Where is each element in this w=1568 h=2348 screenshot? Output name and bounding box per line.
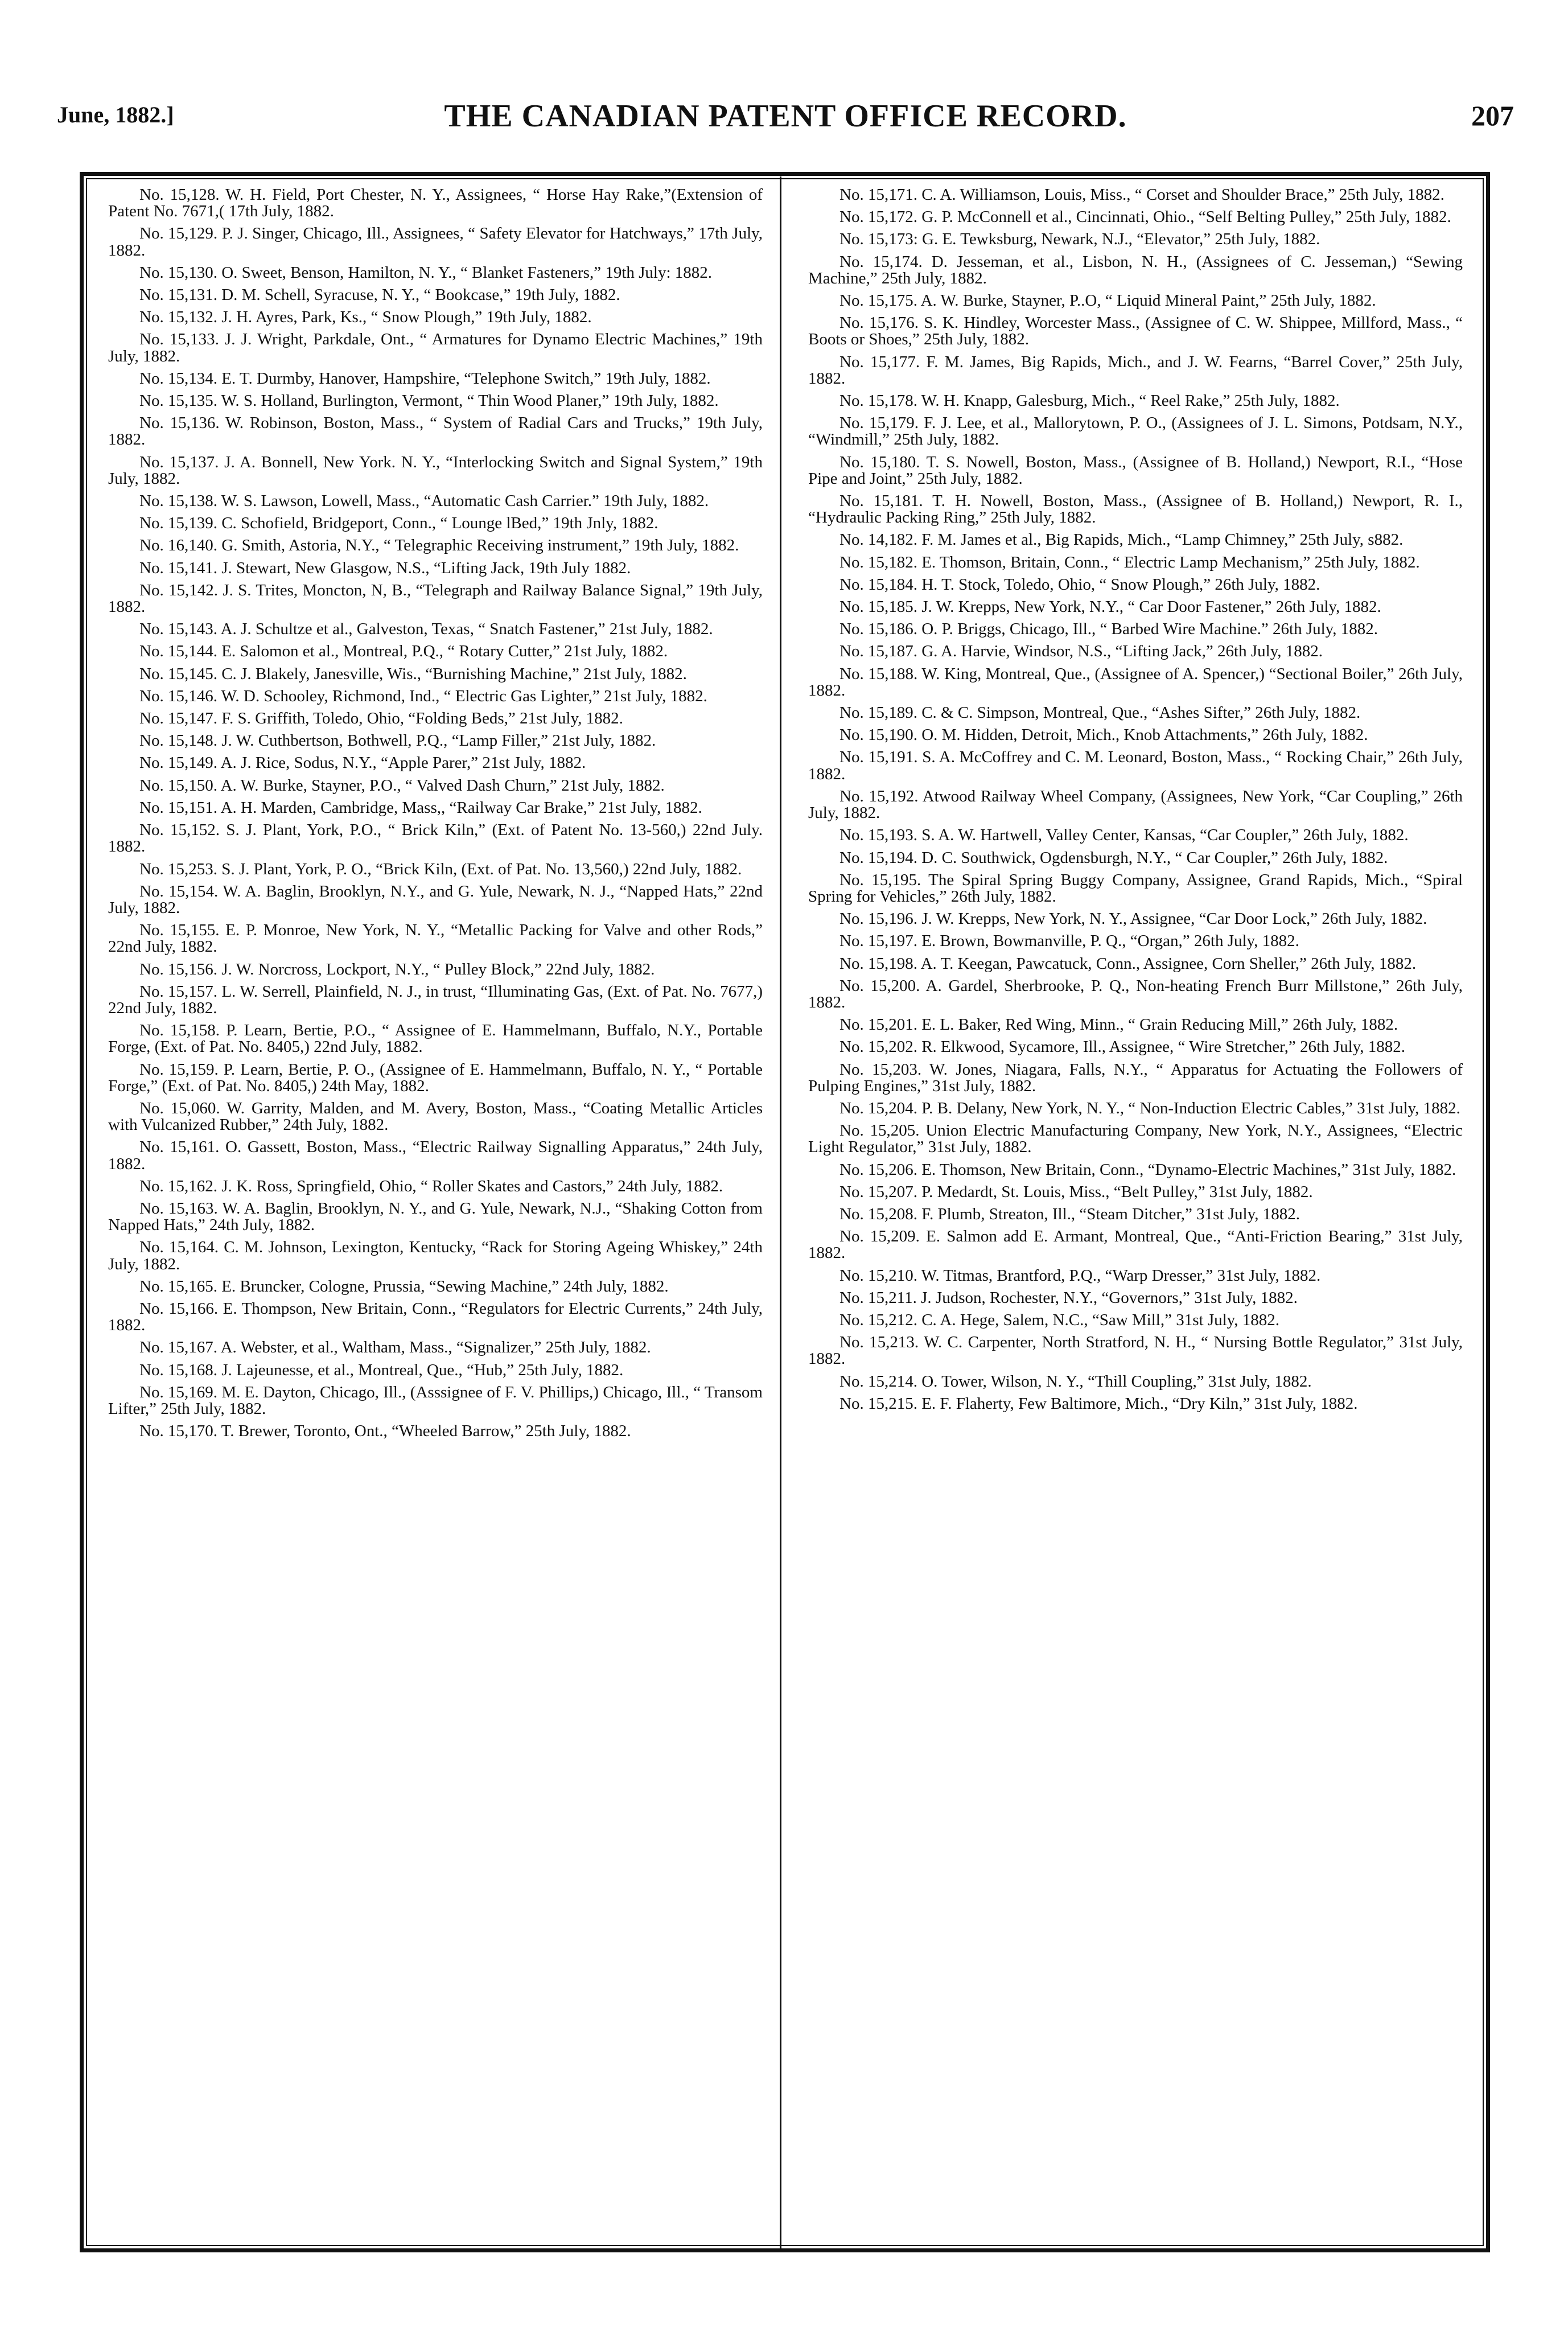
patent-entry: No. 15,188. W. King, Montreal, Que., (Assignee of A. Spencer,) “Sectional Boiler,” 26th July, 1882. <box>808 664 1463 700</box>
patent-entry: No. 15,211. J. Judson, Rochester, N.Y., “Governors,” 31st July, 1882. <box>839 1288 1298 1307</box>
patent-entry: No. 15,189. C. & C. Simpson, Montreal, Que., “Ashes Sifter,” 26th July, 1882. <box>839 704 1361 722</box>
patent-entry: No. 15,198. A. T. Keegan, Pawcatuck, Conn., Assignee, Corn Sheller,” 26th July, 1882. <box>839 954 1417 973</box>
page-number: 207 <box>1471 100 1514 131</box>
patent-entry: No. 15,179. F. J. Lee, et al., Mallorytown, P. O., (Assignees of J. L. Simons, Potdsam, N.Y., “Windmill,” 25th July, 1882. <box>808 414 1463 449</box>
patent-entry: No. 15,209. E. Salmon add E. Armant, Montreal, Que., “Anti-Friction Bearing,” 31st July, 1882. <box>808 1227 1463 1263</box>
patent-entry: No. 15,149. A. J. Rice, Sodus, N.Y., “Apple Parer,” 21st July, 1882. <box>139 754 586 772</box>
patent-entry: No. 15,060. W. Garrity, Malden, and M. Avery, Boston, Mass., “Coating Metallic Articles with Vulcanized Rubber,” 24th July, 1882. <box>108 1099 763 1134</box>
patent-entry: No. 15,178. W. H. Knapp, Galesburg, Mich., “ Reel Rake,” 25th July, 1882. <box>839 392 1340 410</box>
patent-entry: No. 15,190. O. M. Hidden, Detroit, Mich., Knob Attachments,” 26th July, 1882. <box>839 726 1368 745</box>
patent-entry: No. 15,157. L. W. Serrell, Plainfield, N. J., in trust, “Illuminating Gas, (Ext. of Pat. No. 7677,) 22nd July, 1882. <box>108 982 763 1017</box>
patent-entry: No. 15,135. W. S. Holland, Burlington, Vermont, “ Thin Wood Planer,” 19th July, 1882. <box>139 392 719 410</box>
patent-entry: No. 15,147. F. S. Griffith, Toledo, Ohio, “Folding Beds,” 21st July, 1882. <box>139 709 623 728</box>
patent-entry: No. 15,193. S. A. W. Hartwell, Valley Center, Kansas, “Car Coupler,” 26th July, 1882. <box>839 826 1409 845</box>
patent-entry: No. 15,187. G. A. Harvie, Windsor, N.S., “Lifting Jack,” 26th July, 1882. <box>839 642 1323 661</box>
patent-entry: No. 14,182. F. M. James et al., Big Rapids, Mich., “Lamp Chimney,” 25th July, s882. <box>839 531 1404 549</box>
patent-entry: No. 15,142. J. S. Trites, Moncton, N, B., “Telegraph and Railway Balance Signal,” 19th July, 1882. <box>108 581 763 616</box>
patent-entry: No. 15,200. A. Gardel, Sherbrooke, P. Q., Non-heating French Burr Millstone,” 26th July, 1882. <box>808 976 1463 1011</box>
issue-date: June, 1882.] <box>57 102 174 128</box>
patent-entry: No. 15,155. E. P. Monroe, New York, N. Y., “Metallic Packing for Valve and other Rods,” 22nd July, 1882. <box>108 921 763 956</box>
patent-entry: No. 15,144. E. Salomon et al., Montreal, P.Q., “ Rotary Cutter,” 21st July, 1882. <box>139 642 668 661</box>
column-divider <box>780 176 781 2248</box>
patent-entry: No. 15,192. Atwood Railway Wheel Company, (Assignees, New York, “Car Coupling,” 26th July, 1882. <box>808 787 1463 823</box>
patent-entry: No. 15,165. E. Bruncker, Cologne, Prussia, “Sewing Machine,” 24th July, 1882. <box>139 1277 669 1296</box>
patent-entry: No. 15,196. J. W. Krepps, New York, N. Y., Assignee, “Car Door Lock,” 26th July, 1882. <box>839 910 1427 928</box>
patent-entry: No. 15,186. O. P. Briggs, Chicago, Ill., “ Barbed Wire Machine.” 26th July, 1882. <box>839 620 1378 639</box>
patent-entry: No. 15,130. O. Sweet, Benson, Hamilton, N. Y., “ Blanket Fasteners,” 19th July: 1882. <box>139 263 713 282</box>
patent-entry: No. 15,137. J. A. Bonnell, New York. N. Y., “Interlocking Switch and Signal System,” 19th July, 1882. <box>108 453 763 488</box>
patent-entry: No. 15,154. W. A. Baglin, Brooklyn, N.Y., and G. Yule, Newark, N. J., “Napped Hats,” 22nd July, 1882. <box>108 882 763 917</box>
patent-entry: No. 15,172. G. P. McConnell et al., Cincinnati, Ohio., “Self Belting Pulley,” 25th July, 1882. <box>839 208 1451 227</box>
patent-entry: No. 15,162. J. K. Ross, Springfield, Ohio, “ Roller Skates and Castors,” 24th July, 1882. <box>139 1177 723 1195</box>
patent-entry: No. 15,159. P. Learn, Bertie, P. O., (Assignee of E. Hammelmann, Buffalo, N. Y., “ Portable Forge,” (Ext. of Pat. No. 8405,) 24th May, 1882. <box>108 1060 763 1095</box>
publication-title: THE CANADIAN PATENT OFFICE RECORD. <box>444 98 1127 134</box>
patent-entry: No. 16,140. G. Smith, Astoria, N.Y., “ Telegraphic Receiving instrument,” 19th July, 1882. <box>139 536 739 555</box>
patent-entry: No. 15,203. W. Jones, Niagara, Falls, N.Y., “ Apparatus for Actuating the Followers of Pulping Engines,” 31st July, 1882. <box>808 1060 1463 1095</box>
patent-entry: No. 15,208. F. Plumb, Streaton, Ill., “Steam Ditcher,” 31st July, 1882. <box>839 1204 1300 1223</box>
patent-entry: No. 15,148. J. W. Cuthbertson, Bothwell, P.Q., “Lamp Filler,” 21st July, 1882. <box>139 731 656 750</box>
patent-entry: No. 15,141. J. Stewart, New Glasgow, N.S., “Lifting Jack, 19th July 1882. <box>139 558 631 577</box>
patent-entry: No. 15,253. S. J. Plant, York, P. O., “Brick Kiln, (Ext. of Pat. No. 13,560,) 22nd July, 1882. <box>139 860 742 878</box>
patent-entry: No. 15,129. P. J. Singer, Chicago, Ill., Assignees, “ Safety Elevator for Hatchways,” 17th July, 1882. <box>108 224 763 260</box>
patent-entry: No. 15,205. Union Electric Manufacturing Company, New York, N.Y., Assignees, “Electric Light Regulator,” 31st July, 1882. <box>808 1121 1463 1157</box>
patent-entry: No. 15,191. S. A. McCoffrey and C. M. Leonard, Boston, Mass., “ Rocking Chair,” 26th July, 1882. <box>808 748 1463 783</box>
patent-entry: No. 15,202. R. Elkwood, Sycamore, Ill., Assignee, “ Wire Stretcher,” 26th July, 1882. <box>839 1038 1405 1056</box>
patent-entry: No. 15,168. J. Lajeunesse, et al., Montreal, Que., “Hub,” 25th July, 1882. <box>139 1360 624 1379</box>
patent-entry: No. 15,175. A. W. Burke, Stayner, P..O, “ Liquid Mineral Paint,” 25th July, 1882. <box>839 291 1376 310</box>
patent-entry: No. 15,170. T. Brewer, Toronto, Ont., “Wheeled Barrow,” 25th July, 1882. <box>139 1422 631 1441</box>
left-column <box>108 187 763 1445</box>
patent-entry: No. 15,143. A. J. Schultze et al., Galveston, Texas, “ Snatch Fastener,” 21st July, 1882. <box>139 620 713 639</box>
patent-entry: No. 15,156. J. W. Norcross, Lockport, N.Y., “ Pulley Block,” 22nd July, 1882. <box>139 960 655 978</box>
patent-entry: No. 15,207. P. Medardt, St. Louis, Miss., “Belt Pulley,” 31st July, 1882. <box>839 1182 1313 1201</box>
patent-entry: No. 15,215. E. F. Flaherty, Few Baltimore, Mich., “Dry Kiln,” 31st July, 1882. <box>839 1394 1358 1413</box>
patent-entry: No. 15,161. O. Gassett, Boston, Mass., “Electric Railway Signalling Apparatus,” 24th July, 1882. <box>108 1138 763 1173</box>
patent-entry: No. 15,171. C. A. Williamson, Louis, Miss., “ Corset and Shoulder Brace,” 25th July, 1882. <box>839 186 1444 204</box>
patent-entry: No. 15,176. S. K. Hindley, Worcester Mass., (Assignee of C. W. Shippee, Millford, Mass., “ Boots or Shoes,” 25th July, 1882. <box>808 314 1463 349</box>
patent-entry: No. 15,169. M. E. Dayton, Chicago, Ill., (Asssignee of F. V. Phillips,) Chicago, Ill., “ Transom Lifter,” 25th July, 1882. <box>108 1383 763 1418</box>
patent-entry: No. 15,128. W. H. Field, Port Chester, N. Y., Assignees, “ Horse Hay Rake,”(Extension of Patent No. 7671,( 17th July, 1882. <box>108 186 763 221</box>
patent-entry: No. 15,133. J. J. Wright, Parkdale, Ont., “ Armatures for Dynamo Electric Machines,” 19th July, 1882. <box>108 330 763 365</box>
patent-entry: No. 15,139. C. Schofield, Bridgeport, Conn., “ Lounge lBed,” 19th Jnly, 1882. <box>139 514 659 533</box>
patent-entry: No. 15,212. C. A. Hege, Salem, N.C., “Saw Mill,” 31st July, 1882. <box>839 1310 1280 1329</box>
patent-entry: No. 15,158. P. Learn, Bertie, P.O., “ Assignee of E. Hammelmann, Buffalo, N.Y., Portable Forge, (Ext. of Pat. No. 8405,) 22nd July, 1882. <box>108 1021 763 1056</box>
patent-entry: No. 15,150. A. W. Burke, Stayner, P.O., “ Valved Dash Churn,” 21st July, 1882. <box>139 776 665 795</box>
right-column <box>808 187 1463 1418</box>
patent-entry: No. 15,204. P. B. Delany, New York, N. Y., “ Non-Induction Electric Cables,” 31st July, 1882. <box>839 1099 1460 1117</box>
patent-entry: No. 15,163. W. A. Baglin, Brooklyn, N. Y., and G. Yule, Newark, N.J., “Shaking Cotton from Napped Hats,” 24th July, 1882. <box>108 1199 763 1235</box>
patent-entry: No. 15,194. D. C. Southwick, Ogdensburgh, N.Y., “ Car Coupler,” 26th July, 1882. <box>839 848 1388 867</box>
patent-entry: No. 15,146. W. D. Schooley, Richmond, Ind., “ Electric Gas Lighter,” 21st July, 1882. <box>139 686 707 705</box>
patent-entry: No. 15,184. H. T. Stock, Toledo, Ohio, “ Snow Plough,” 26th July, 1882. <box>839 575 1320 594</box>
patent-entry: No. 15,180. T. S. Nowell, Boston, Mass., (Assignee of B. Holland,) Newport, R.I., “Hose Pipe and Joint,” 25th July, 1882. <box>808 453 1463 488</box>
patent-entry: No. 15,152. S. J. Plant, York, P.O., “ Brick Kiln,” (Ext. of Patent No. 13-560,) 22nd July. 1882. <box>108 821 763 856</box>
patent-entry: No. 15,138. W. S. Lawson, Lowell, Mass., “Automatic Cash Carrier.” 19th July, 1882. <box>139 492 709 511</box>
patent-entry: No. 15,166. E. Thompson, New Britain, Conn., “Regulators for Electric Currents,” 24th July, 1882. <box>108 1299 763 1335</box>
patent-entry: No. 15,206. E. Thomson, New Britain, Conn., “Dynamo-Electric Machines,” 31st July, 1882. <box>839 1160 1456 1179</box>
patent-entry: No. 15,151. A. H. Marden, Cambridge, Mass,, “Railway Car Brake,” 21st July, 1882. <box>139 798 702 817</box>
patent-entry: No. 15,213. W. C. Carpenter, North Stratford, N. H., “ Nursing Bottle Regulator,” 31st July, 1882. <box>808 1333 1463 1368</box>
patent-entry: No. 15,195. The Spiral Spring Buggy Company, Assignee, Grand Rapids, Mich., “Spiral Spring for Vehicles,” 26th July, 1882. <box>808 870 1463 906</box>
patent-entry: No. 15,164. C. M. Johnson, Lexington, Kentucky, “Rack for Storing Ageing Whiskey,” 24th July, 1882. <box>108 1238 763 1273</box>
patent-entry: No. 15,136. W. Robinson, Boston, Mass., “ System of Radial Cars and Trucks,” 19th July, 1882. <box>108 414 763 449</box>
patent-entry: No. 15,134. E. T. Durmby, Hanover, Hampshire, “Telephone Switch,” 19th July, 1882. <box>139 369 711 388</box>
patent-entry: No. 15,181. T. H. Nowell, Boston, Mass., (Assignee of B. Holland,) Newport, R. I., “Hydraulic Packing Ring,” 25th July, 1882. <box>808 492 1463 527</box>
patent-entry: No. 15,182. E. Thomson, Britain, Conn., “ Electric Lamp Mechanism,” 25th July, 1882. <box>839 553 1420 571</box>
patent-entry: No. 15,131. D. M. Schell, Syracuse, N. Y., “ Bookcase,” 19th July, 1882. <box>139 286 620 305</box>
patent-entry: No. 15,145. C. J. Blakely, Janesville, Wis., “Burnishing Machine,” 21st July, 1882. <box>139 664 687 683</box>
patent-entry: No. 15,132. J. H. Ayres, Park, Ks., “ Snow Plough,” 19th July, 1882. <box>139 308 592 327</box>
patent-entry: No. 15,201. E. L. Baker, Red Wing, Minn., “ Grain Reducing Mill,” 26th July, 1882. <box>839 1015 1398 1034</box>
patent-entry: No. 15,167. A. Webster, et al., Waltham, Mass., “Signalizer,” 25th July, 1882. <box>139 1338 651 1357</box>
patent-entry: No. 15,214. O. Tower, Wilson, N. Y., “Thill Coupling,” 31st July, 1882. <box>839 1372 1312 1391</box>
running-head <box>57 98 1514 147</box>
patent-entry: No. 15,177. F. M. James, Big Rapids, Mich., and J. W. Fearns, “Barrel Cover,” 25th July, 1882. <box>808 352 1463 388</box>
patent-entry: No. 15,197. E. Brown, Bowmanville, P. Q., “Organ,” 26th July, 1882. <box>839 932 1299 951</box>
patent-entry: No. 15,185. J. W. Krepps, New York, N.Y., “ Car Door Fastener,” 26th July, 1882. <box>839 598 1381 616</box>
patent-entry: No. 15,210. W. Titmas, Brantford, P.Q., “Warp Dresser,” 31st July, 1882. <box>839 1266 1321 1285</box>
patent-entry: No. 15,173: G. E. Tewksburg, Newark, N.J., “Elevator,” 25th July, 1882. <box>839 230 1320 249</box>
patent-entry: No. 15,174. D. Jesseman, et al., Lisbon, N. H., (Assignees of C. Jesseman,) “Sewing Machine,” 25th July, 1882. <box>808 252 1463 287</box>
